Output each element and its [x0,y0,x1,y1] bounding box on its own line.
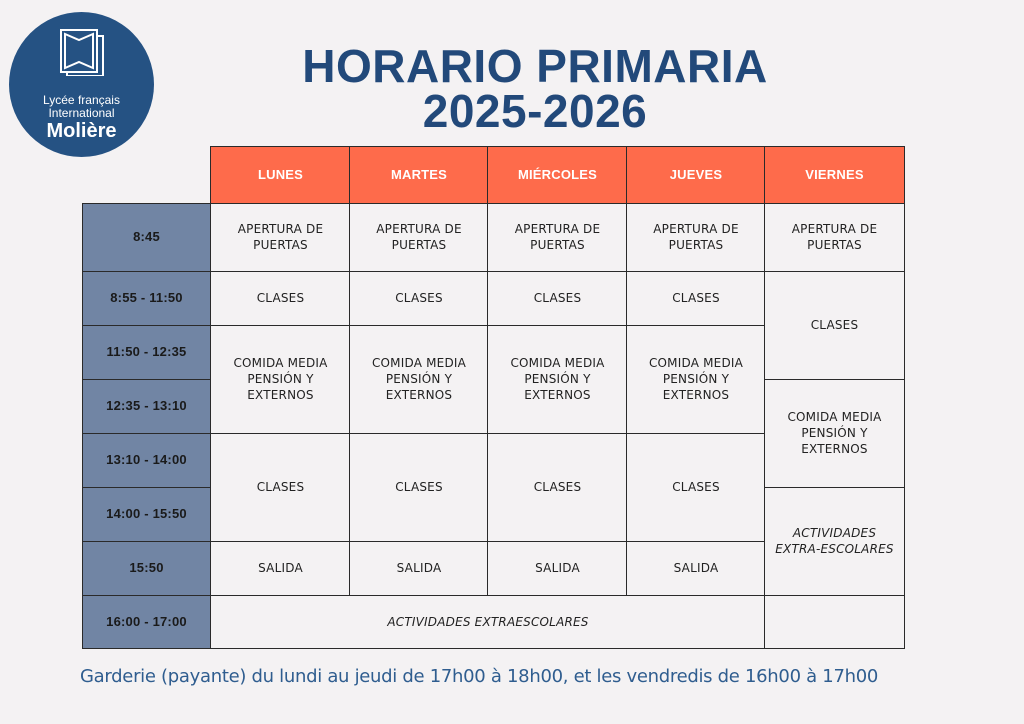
header-miercoles: MIÉRCOLES [488,147,627,203]
cell-actividades-viernes: ACTIVIDADES EXTRA-ESCOLARES [765,487,904,595]
cell-salida-jueves: SALIDA [627,541,765,595]
cell-clases-lunes: CLASES [211,271,350,325]
cell-clases-pm-jueves: CLASES [627,433,765,541]
time-slot: 14:00 - 15:50 [82,487,211,541]
footer-note: Garderie (payante) du lundi au jeudi de 17h00 à 18h00, et les vendredis de 16h00 à 17h00 [80,666,879,687]
cell-clases-martes: CLASES [350,271,488,325]
logo-text-3: Molière [46,120,117,142]
cell-empty-viernes [765,595,904,648]
header-lunes: LUNES [211,147,350,203]
cell-opening-lunes: APERTURA DE PUERTAS [211,203,350,271]
page-subtitle-year: 2025-2026 [422,85,648,137]
page-title: HORARIO PRIMARIA [302,40,768,92]
cell-clases-jueves: CLASES [627,271,765,325]
logo-text-1: Lycée français [43,93,120,107]
logo-text-2: International [48,106,115,120]
time-slot: 15:50 [82,541,211,595]
header-jueves: JUEVES [627,147,765,203]
header-martes: MARTES [350,147,488,203]
time-slot: 16:00 - 17:00 [82,595,211,648]
cell-clases-viernes: CLASES [765,271,904,379]
cell-opening-miercoles: APERTURA DE PUERTAS [488,203,627,271]
cell-clases-pm-lunes: CLASES [211,433,350,541]
header-viernes: VIERNES [765,147,904,203]
cell-comida-lunes: COMIDA MEDIA PENSIÓN Y EXTERNOS [211,325,350,433]
cell-salida-martes: SALIDA [350,541,488,595]
cell-opening-martes: APERTURA DE PUERTAS [350,203,488,271]
time-slot: 13:10 - 14:00 [82,433,211,487]
time-slot: 11:50 - 12:35 [82,325,211,379]
cell-comida-viernes: COMIDA MEDIA PENSIÓN Y EXTERNOS [765,379,904,487]
cell-actividades-extraescolares: ACTIVIDADES EXTRAESCOLARES [211,595,765,648]
cell-opening-jueves: APERTURA DE PUERTAS [627,203,765,271]
cell-salida-miercoles: SALIDA [488,541,627,595]
time-slot: 8:45 [82,203,211,271]
cell-salida-lunes: SALIDA [211,541,350,595]
cell-clases-miercoles: CLASES [488,271,627,325]
cell-comida-jueves: COMIDA MEDIA PENSIÓN Y EXTERNOS [627,325,765,433]
cell-clases-pm-miercoles: CLASES [488,433,627,541]
cell-opening-viernes: APERTURA DE PUERTAS [765,203,904,271]
time-slot: 8:55 - 11:50 [82,271,211,325]
cell-clases-pm-martes: CLASES [350,433,488,541]
cell-comida-miercoles: COMIDA MEDIA PENSIÓN Y EXTERNOS [488,325,627,433]
time-slot: 12:35 - 13:10 [82,379,211,433]
cell-comida-martes: COMIDA MEDIA PENSIÓN Y EXTERNOS [350,325,488,433]
